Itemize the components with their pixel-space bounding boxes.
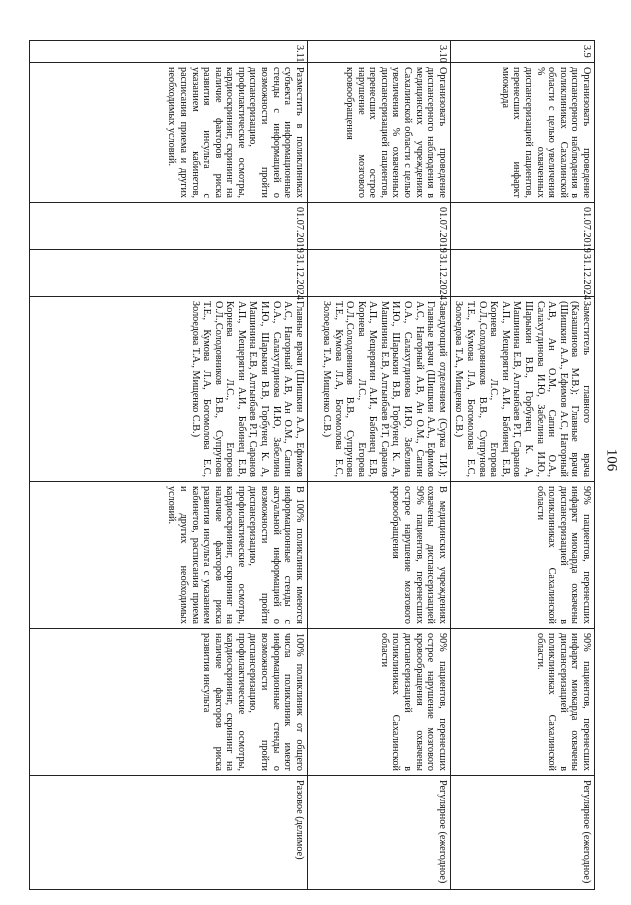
page-number [599,440,623,480]
action-cell: Разместить в поликлиниках субъекта информационные стенды с информацией о возможности пройти диспансеризацию, профилактические осмотры, кардиоскрининг, скрининг на наличие факторов риска развития инсульта с указанием кабинетов, расписания приема и других необходимых условий. [29,63,307,203]
result-cell: В 100% поликлиник имеются информационные стенды с актуальной информацией о возможности пройти диспансеризацию, профилактические осмотры, кардиоскрининг, скрининг на наличие факторов риска развития инсульта с указанием кабинетов, расписания приема и других необходимых условий. [29,482,307,629]
start-date-cell: 01.07.2019 [450,203,594,250]
row-number: 3.9 [450,41,594,63]
start-date-cell: 01.07.2019 [307,203,450,250]
action-plan-table [29,40,595,890]
table-row [450,41,594,890]
end-date-cell: 31.12.2024 [450,250,594,297]
responsible-cell: Главные врачи (Шишкин А.А., Ефимов А.С, Нагорный А.В, Ан О.М., Сапин О.А., Салахутдинова И.Ю, Забелина И.Ю., Шарыкин В.В, Горбунец К. А, Машинина Е.В, Алтынбаев Р.Т, Саранов А.П., Мещерягин А.И., Бабинец Е.В, Корнева Л.С., Егорова О.Л.,Солодовников В.В., Супрунова Т.Е., Кумова Л.А, Богомолова Е.С, Золоедова Т.А., Мищенко С.В.) [29,297,307,482]
row-number: 3.11 [29,41,307,63]
row-number: 3.10 [307,41,450,63]
table-row [29,41,307,890]
periodicity-cell: Регулярное (ежегодное) [307,776,450,890]
table-row [307,41,450,890]
result-cell: В медицинских учреждениях охвачены диспансеризацией 90% пациентов, перенесших острое нарушение мозгового кровообращения [307,482,450,629]
page-number-text: 106 [603,448,620,472]
periodicity-cell: Регулярное (ежегодное) [450,776,594,890]
responsible-cell: Заведующий отделением (Сурка Т.И.); Главные врачи (Шишкин А.А., Ефимов А.С, Нагорный А.В, Ан О.М., Сапин О.А., Салахутдинова И.Ю, Забелина И.Ю., Шарыкин В.В, Горбунец К. А, Машинина Е.В, Алтынбаев Р.Т, Саранов А.П., Мещерягин А.И., Бабинец Е.В, Корнева Л.С., Егорова О.Л.,Солодовников В.В., Супрунова Т.Е., Кумова Л.А, Богомолова Е.С, Золоедова Т.А., Мищенко С.В.) [307,297,450,482]
start-date-cell: 01.07.2019 [29,203,307,250]
result-cell: 90% пациентов, перенесших инфаркт миокарда охвачены диспансеризацией в поликлиниках Сахалинской области [450,482,594,629]
action-cell: Организовать проведение диспансерного наблюдения в поликлиниках Сахалинской области с целью увеличения % охваченных диспансеризацией пациентов, перенесших инфаркт миокарда [450,63,594,203]
periodicity-cell: Разовое (делимое) [29,776,307,890]
end-date-cell: 31.12.2024 [307,250,450,297]
indicator-cell: 90% пациентов, перенесших острое нарушение мозгового кровообращения охвачены диспансеризацией в поликлиниках Сахалинской области [307,629,450,776]
indicator-cell: 100% поликлиник от общего числа поликлиник имеют информационные стенды о возможности пройти диспансеризацию, профилактические осмотры, кардиоскрининг, скрининг на наличие факторов риска развития инсульта [29,629,307,776]
indicator-cell: 90% пациентов, перенесших инфаркт миокарда охвачены диспансеризацией в поликлиниках Сахалинской области. [450,629,594,776]
end-date-cell: 31.12.2024 [29,250,307,297]
action-cell: Организовать проведение диспансерного наблюдения в медицинских учреждениях Сахалинской области с целью увеличения % охваченных диспансеризацией пациентов, перенесших острое нарушение мозгового кровообращения [307,63,450,203]
responsible-cell: Заместитель главного врача (Казашинова М.В.); Главные врачи (Шишкин А.А., Ефимов А.С, Нагорный А.В, Ан О.М., Сапин О.А., Салахутдинова И.Ю, Забелина И.Ю., Шарыкин В.В., Горбунец К. А, Машинина Е.В, Алтынбаев Р.Т, Саранов А.П., Мещерягин А.И., Бабинец Е.В, Корнева Л.С., Егорова О.Л.,Солодовников В.В., Супрунова Т.Е., Кумова Л.А, Богомолова Е.С, Золоедова Т.А., Мищенко С.В.) [450,297,594,482]
rotated-table-container [40,40,595,890]
